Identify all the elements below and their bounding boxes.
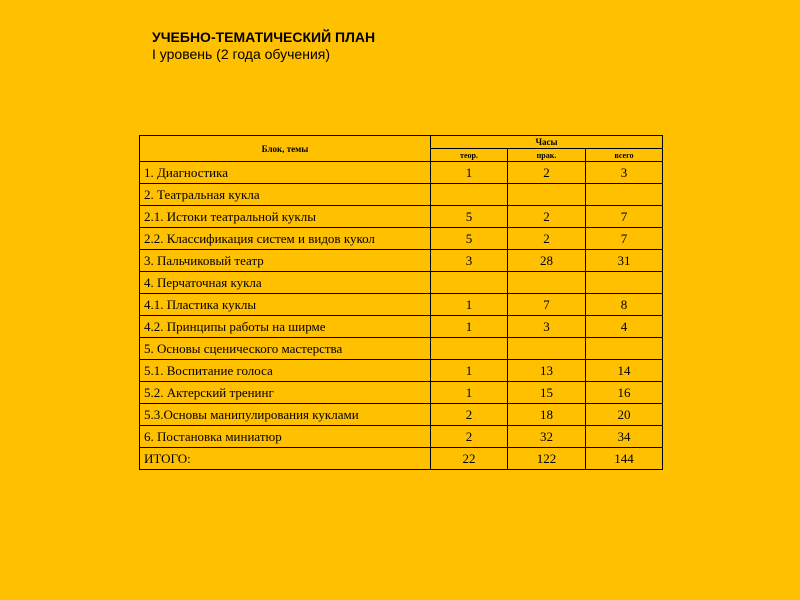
- row-total-hours: 7: [586, 206, 663, 228]
- row-total-hours: 16: [586, 382, 663, 404]
- row-practice-hours: 2: [508, 162, 586, 184]
- row-theory-hours: 2: [431, 404, 508, 426]
- table-row: [140, 316, 663, 338]
- header-total: всего: [586, 149, 663, 162]
- table-row: [140, 250, 663, 272]
- page-title: УЧЕБНО-ТЕМАТИЧЕСКИЙ ПЛАН: [152, 29, 376, 45]
- table-row: [140, 404, 663, 426]
- row-topic: 5. Основы сценического мастерства: [140, 338, 431, 360]
- row-practice-hours: [508, 184, 586, 206]
- row-theory-hours: [431, 338, 508, 360]
- table-row: [140, 162, 663, 184]
- row-topic: 2.1. Истоки театральной куклы: [140, 206, 431, 228]
- row-theory-hours: 22: [431, 448, 508, 470]
- row-total-hours: 7: [586, 228, 663, 250]
- row-total-hours: [586, 338, 663, 360]
- row-theory-hours: 5: [431, 228, 508, 250]
- row-practice-hours: 13: [508, 360, 586, 382]
- row-theory-hours: 2: [431, 426, 508, 448]
- row-practice-hours: 18: [508, 404, 586, 426]
- row-practice-hours: 3: [508, 316, 586, 338]
- row-theory-hours: [431, 272, 508, 294]
- row-total-hours: [586, 272, 663, 294]
- row-topic: 2.2. Классификация систем и видов кукол: [140, 228, 431, 250]
- row-practice-hours: [508, 272, 586, 294]
- row-theory-hours: 1: [431, 316, 508, 338]
- header-theory: теор.: [431, 149, 508, 162]
- table-row: [140, 228, 663, 250]
- page-subtitle: I уровень (2 года обучения): [152, 46, 331, 62]
- table-row: [140, 338, 663, 360]
- row-theory-hours: 5: [431, 206, 508, 228]
- table-row: [140, 184, 663, 206]
- table-row: [140, 360, 663, 382]
- row-theory-hours: 3: [431, 250, 508, 272]
- row-practice-hours: [508, 338, 586, 360]
- row-topic: 3. Пальчиковый театр: [140, 250, 431, 272]
- row-theory-hours: 1: [431, 294, 508, 316]
- table-row: [140, 448, 663, 470]
- table-row: [140, 294, 663, 316]
- row-topic: 4. Перчаточная кукла: [140, 272, 431, 294]
- row-total-hours: 20: [586, 404, 663, 426]
- header-block-topics: Блок, темы: [140, 136, 431, 162]
- row-topic: 5.2. Актерский тренинг: [140, 382, 431, 404]
- row-total-hours: 34: [586, 426, 663, 448]
- row-topic: 1. Диагностика: [140, 162, 431, 184]
- curriculum-table: [139, 135, 663, 470]
- row-theory-hours: 1: [431, 360, 508, 382]
- row-theory-hours: [431, 184, 508, 206]
- row-theory-hours: 1: [431, 382, 508, 404]
- row-practice-hours: 2: [508, 206, 586, 228]
- header-hours: Часы: [431, 136, 663, 149]
- row-topic: 6. Постановка миниатюр: [140, 426, 431, 448]
- title-block: [152, 29, 375, 63]
- row-practice-hours: 7: [508, 294, 586, 316]
- row-practice-hours: 2: [508, 228, 586, 250]
- row-practice-hours: 122: [508, 448, 586, 470]
- row-total-hours: 8: [586, 294, 663, 316]
- row-topic: 4.2. Принципы работы на ширме: [140, 316, 431, 338]
- row-practice-hours: 28: [508, 250, 586, 272]
- row-practice-hours: 32: [508, 426, 586, 448]
- row-topic: 2. Театральная кукла: [140, 184, 431, 206]
- table-body: [140, 162, 663, 470]
- row-theory-hours: 1: [431, 162, 508, 184]
- row-total-hours: [586, 184, 663, 206]
- table-row: [140, 426, 663, 448]
- row-topic: 5.1. Воспитание голоса: [140, 360, 431, 382]
- row-topic: ИТОГО:: [140, 448, 431, 470]
- row-total-hours: 3: [586, 162, 663, 184]
- header-practice: прак.: [508, 149, 586, 162]
- row-total-hours: 144: [586, 448, 663, 470]
- row-topic: 4.1. Пластика куклы: [140, 294, 431, 316]
- row-total-hours: 31: [586, 250, 663, 272]
- row-practice-hours: 15: [508, 382, 586, 404]
- table-row: [140, 206, 663, 228]
- row-total-hours: 4: [586, 316, 663, 338]
- table-row: [140, 272, 663, 294]
- row-topic: 5.3.Основы манипулирования куклами: [140, 404, 431, 426]
- table-row: [140, 382, 663, 404]
- row-total-hours: 14: [586, 360, 663, 382]
